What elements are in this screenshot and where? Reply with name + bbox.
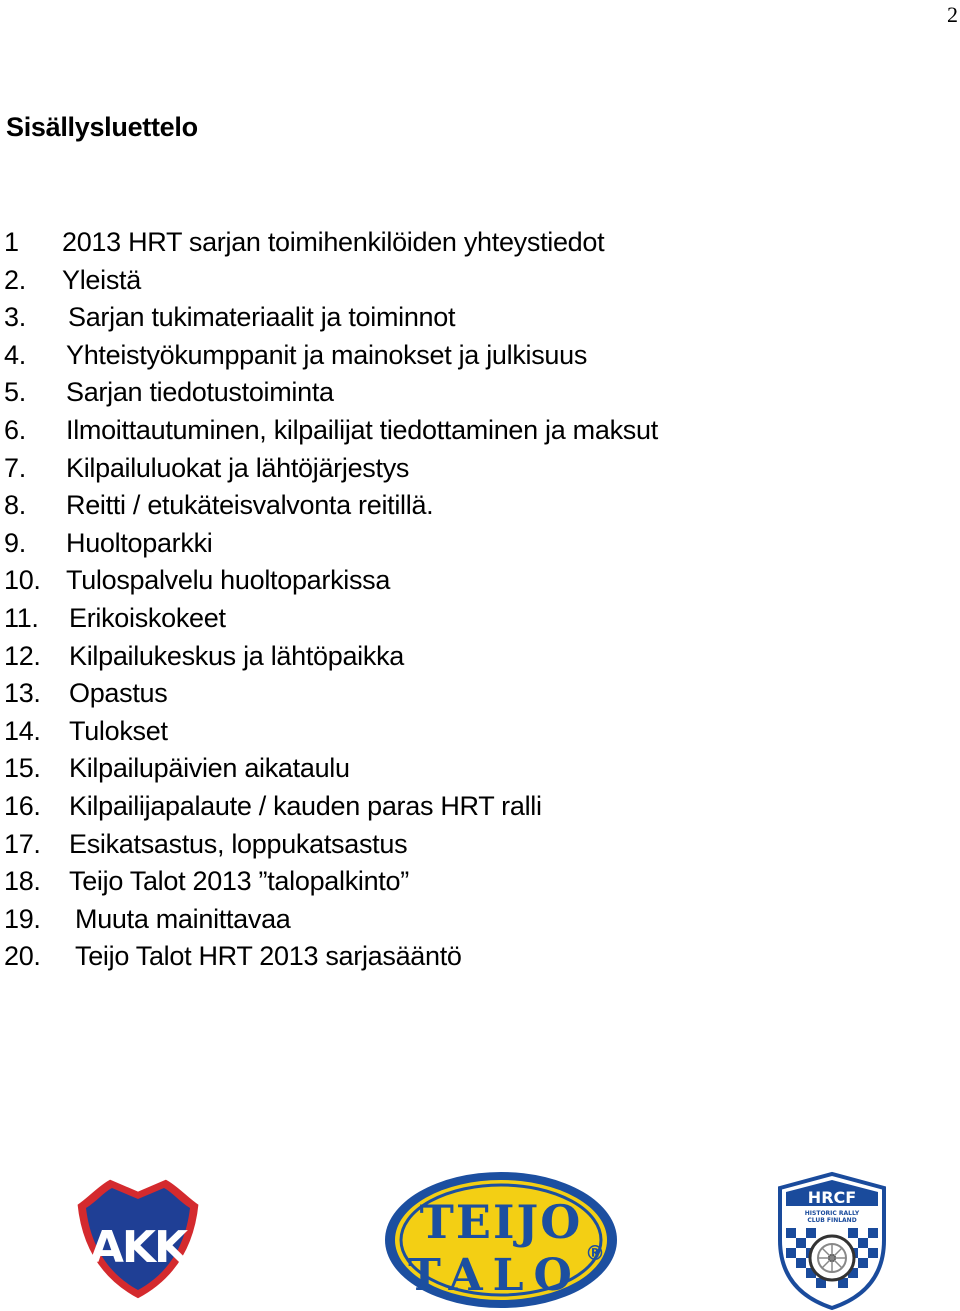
toc-item	[4, 938, 658, 976]
toc-item-number: 7.	[4, 452, 26, 483]
toc-item	[4, 299, 658, 337]
toc-item	[4, 337, 658, 375]
toc-item-number: 3.	[4, 302, 26, 333]
toc-item-text: Esikatsastus, loppukatsastus	[69, 828, 408, 859]
teijo-talo-logo	[383, 1170, 623, 1310]
toc-item-number: 11.	[4, 602, 39, 633]
toc-item-text: Reitti / etukäteisvalvonta reitillä.	[66, 490, 434, 521]
toc-item-text: Huoltoparkki	[66, 527, 213, 558]
toc-item	[4, 713, 658, 751]
toc-item	[4, 750, 658, 788]
toc-item-number: 8.	[4, 490, 26, 521]
akk-logo-graphic	[68, 1174, 208, 1304]
toc-item-text: Teijo Talot 2013 ”talopalkinto”	[69, 866, 409, 897]
toc-item	[4, 450, 658, 488]
akk-logo-text: AKK	[89, 1222, 187, 1273]
hrcf-logo-graphic	[772, 1170, 892, 1310]
toc-item	[4, 826, 658, 864]
toc-item-text: Kilpailuluokat ja lähtöjärjestys	[66, 452, 410, 483]
toc-item-text: 2013 HRT sarjan toimihenkilöiden yhteystiedot	[62, 227, 605, 257]
toc-item-number: 1	[4, 227, 19, 257]
toc-item-number: 13.	[4, 678, 41, 709]
toc-item-number: 9.	[4, 527, 26, 558]
toc-item-text: Kilpailupäivien aikataulu	[69, 753, 350, 784]
toc-item-text: Kilpailijapalaute / kauden paras HRT ralli	[69, 790, 542, 821]
toc-item	[4, 487, 658, 525]
toc-item-text: Opastus	[69, 678, 168, 709]
toc-item-number: 2.	[4, 264, 26, 295]
toc-item	[4, 638, 658, 676]
toc-item	[4, 863, 658, 901]
toc-item	[4, 525, 658, 563]
toc-item-text: Kilpailukeskus ja lähtöpaikka	[69, 640, 404, 671]
hrcf-logo-text: HRCF	[807, 1188, 857, 1207]
toc-item	[4, 412, 658, 450]
toc-item-text: Sarjan tukimateriaalit ja toiminnot	[68, 302, 456, 333]
toc-item	[4, 224, 658, 262]
toc-item-text: Muuta mainittavaa	[75, 903, 291, 934]
toc-item-text: Tulospalvelu huoltoparkissa	[66, 565, 391, 596]
hrcf-logo	[772, 1170, 892, 1310]
toc-item	[4, 600, 658, 638]
toc-item-number: 15.	[4, 753, 41, 784]
toc-item-number: 16.	[4, 790, 41, 821]
toc-item-text: Yhteistyökumppanit ja mainokset ja julkisuus	[66, 339, 588, 370]
toc-item	[4, 374, 658, 412]
toc-item-number: 18.	[4, 866, 41, 897]
toc-item-number: 14.	[4, 715, 41, 746]
hrcf-logo-subtitle1: HISTORIC RALLY	[804, 1210, 860, 1217]
toc-item-number: 20.	[4, 941, 41, 972]
page-title: Sisällysluettelo	[6, 112, 198, 142]
toc-item	[4, 675, 658, 713]
toc-item-text: Teijo Talot HRT 2013 sarjasääntö	[75, 941, 462, 972]
hrcf-logo-subtitle2: CLUB FINLAND	[807, 1217, 857, 1224]
akk-logo	[68, 1174, 208, 1304]
toc-item-text: Ilmoittautuminen, kilpailijat tiedottaminen ja maksut	[66, 414, 658, 445]
teijo-logo-line1: TEIJO	[419, 1195, 583, 1249]
toc-item-text: Sarjan tiedotustoiminta	[66, 377, 334, 408]
toc-item-number: 4.	[4, 339, 26, 370]
toc-item-number: 17.	[4, 828, 41, 859]
toc-item-text: Tulokset	[69, 715, 168, 746]
teijo-logo-line2: TALO	[408, 1250, 582, 1301]
toc-item	[4, 788, 658, 826]
toc-item-number: 12.	[4, 640, 41, 671]
table-of-contents	[4, 224, 658, 976]
toc-item-number: 6.	[4, 414, 26, 445]
toc-item-text: Erikoiskokeet	[69, 602, 226, 633]
toc-item-text: Yleistä	[62, 264, 141, 295]
page-number: 2	[947, 2, 958, 27]
toc-item	[4, 562, 658, 600]
toc-item-number: 10.	[4, 565, 41, 596]
toc-item-number: 5.	[4, 377, 26, 408]
registered-mark: ®	[585, 1241, 605, 1265]
teijo-talo-logo-graphic	[383, 1170, 623, 1310]
toc-item	[4, 262, 658, 300]
sponsor-logos	[0, 1160, 960, 1311]
toc-item-number: 19.	[4, 903, 41, 934]
toc-item	[4, 901, 658, 939]
